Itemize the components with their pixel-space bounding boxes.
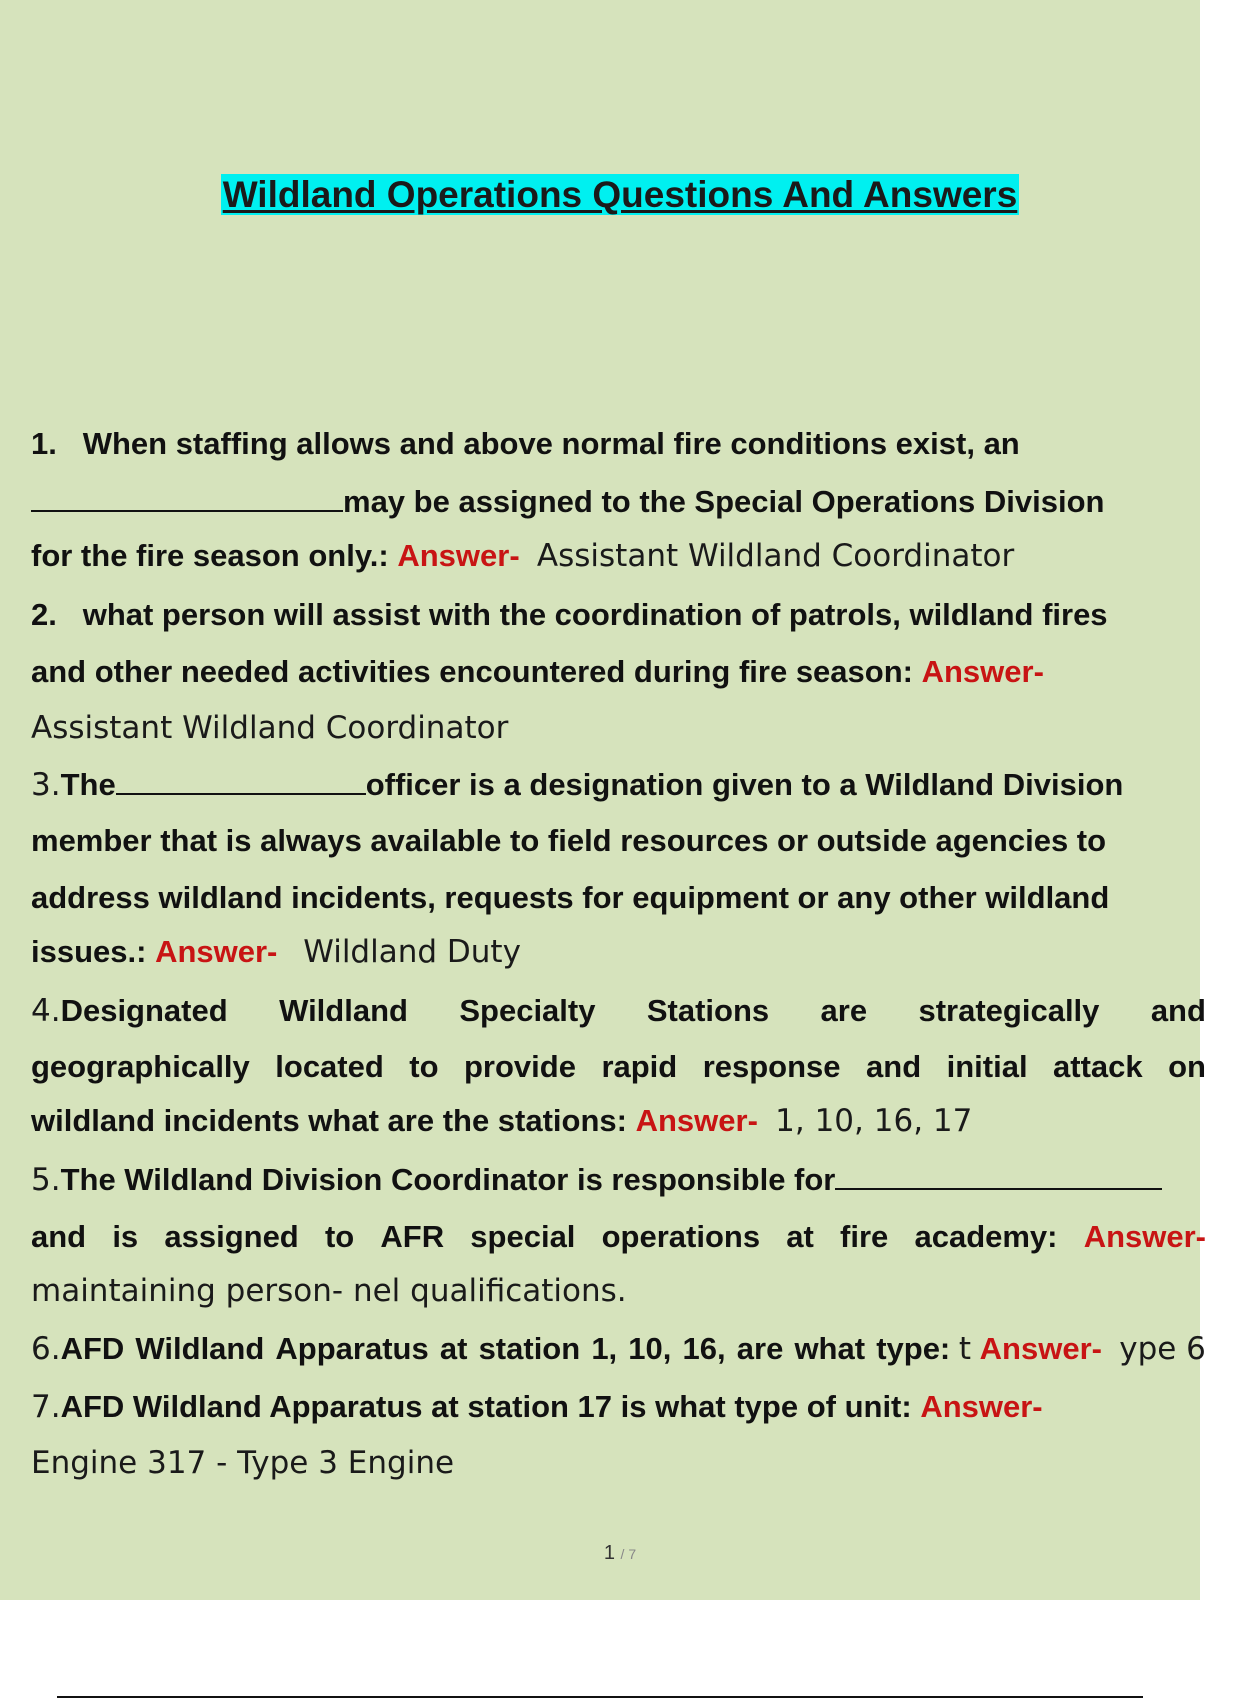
q6-word: 16, xyxy=(682,1331,726,1366)
q2-number: 2. xyxy=(31,597,57,632)
q4-line-3 xyxy=(31,1101,972,1141)
q5-word: at xyxy=(786,1219,814,1254)
q4-answer-label: Answer- xyxy=(635,1103,758,1138)
q3-line-4 xyxy=(31,932,521,972)
q5-word: to xyxy=(324,1219,355,1254)
q6-answer: ype 6 xyxy=(1119,1331,1206,1367)
q5-text-a: The Wildland Division Coordinator is responsible for xyxy=(60,1162,836,1197)
q3-text-b: officer is a designation given to a Wildland Division xyxy=(365,767,1124,802)
q1-blank xyxy=(31,496,343,512)
q1-text-b: may be assigned to the Special Operations Division xyxy=(343,484,1105,519)
q7-answer: Engine 317 - Type 3 Engine xyxy=(31,1445,455,1481)
q6-word: type: xyxy=(876,1331,951,1366)
q6-word: Apparatus xyxy=(275,1331,429,1366)
q4-word: Specialty xyxy=(459,993,596,1028)
q5-word: academy: xyxy=(914,1219,1058,1254)
q7-answer-label: Answer- xyxy=(920,1389,1043,1424)
q1-answer: Assistant Wildland Coordinator xyxy=(536,538,1015,574)
q4-word: to xyxy=(409,1049,439,1084)
q4-word: attack xyxy=(1053,1049,1143,1084)
q5-line-1 xyxy=(31,1160,1162,1200)
q4-text-c: wildland incidents what are the stations: xyxy=(31,1103,627,1138)
q7-text-a: AFD Wildland Apparatus at station 17 is what type of unit: xyxy=(60,1389,912,1424)
document-title xyxy=(0,173,1240,217)
q5-word: AFR xyxy=(380,1219,445,1254)
q4-word: initial xyxy=(946,1049,1028,1084)
q7-line-1 xyxy=(31,1387,1043,1427)
q3-text-d: address wildland incidents, requests for equipment or any other wildland xyxy=(31,880,1110,915)
q4-word: strategically xyxy=(918,993,1100,1028)
q2-answer-label: Answer- xyxy=(921,654,1044,689)
q3-answer: Wildland Duty xyxy=(303,934,521,970)
q5-number: 5. xyxy=(31,1162,61,1198)
q6-word: 10, xyxy=(628,1331,672,1366)
q4-word: Wildland xyxy=(279,993,408,1028)
q2-line-2 xyxy=(31,652,1044,692)
q4-word: and xyxy=(866,1049,922,1084)
q5-word: fire xyxy=(840,1219,889,1254)
q2-text-a: what person will assist with the coordination of patrols, wildland fires xyxy=(82,597,1108,632)
q1-line-2 xyxy=(31,482,1104,522)
q1-number: 1. xyxy=(31,426,57,461)
q5-blank xyxy=(835,1174,1162,1190)
q6-word: 1, xyxy=(591,1331,618,1366)
q7-number: 7. xyxy=(31,1389,61,1425)
q2-line-1 xyxy=(31,595,1108,635)
q4-word: are xyxy=(820,993,868,1028)
q5-line-3 xyxy=(31,1271,627,1311)
footer-divider xyxy=(57,1696,1143,1698)
q4-line-2 xyxy=(31,1047,1206,1087)
q5-answer-label: Answer- xyxy=(1083,1219,1206,1254)
q4-word: rapid xyxy=(601,1049,678,1084)
q6-pre: t xyxy=(958,1331,972,1367)
q4-word: provide xyxy=(464,1049,576,1084)
q3-text-c: member that is always available to field resources or outside agencies to xyxy=(31,823,1107,858)
page-total: / 7 xyxy=(620,1546,637,1562)
q1-answer-label: Answer- xyxy=(397,538,520,573)
q4-line-1 xyxy=(31,991,1206,1031)
q6-word: at xyxy=(439,1331,468,1366)
q3-blank xyxy=(116,779,366,795)
q5-word: is xyxy=(112,1219,139,1254)
q6-number: 6. xyxy=(31,1331,61,1367)
q3-answer-label: Answer- xyxy=(155,934,278,969)
q6-word: Wildland xyxy=(135,1331,265,1366)
q5-answer: maintaining person- nel qualifications. xyxy=(31,1273,627,1309)
q4-word: located xyxy=(275,1049,384,1084)
title-text: Wildland Operations Questions And Answers xyxy=(222,174,1018,215)
q3-number: 3. xyxy=(31,767,61,803)
q4-word: response xyxy=(702,1049,841,1084)
q1-text-c: for the fire season only.: xyxy=(31,538,389,573)
q4-number: 4. xyxy=(31,993,61,1029)
q5-word: assigned xyxy=(164,1219,299,1254)
q1-line-3 xyxy=(31,536,1014,576)
q3-text-a: The xyxy=(60,767,116,802)
q4-word: geographically xyxy=(31,1049,250,1084)
q4-word: and xyxy=(1150,993,1206,1028)
page-current: 1 xyxy=(603,1542,615,1564)
q2-text-b: and other needed activities encountered during fire season: xyxy=(31,654,913,689)
q3-line-3 xyxy=(31,878,1109,918)
q2-line-3 xyxy=(31,708,508,748)
q6-line-1 xyxy=(31,1329,1206,1369)
q7-line-2 xyxy=(31,1443,454,1483)
q6-word: AFD xyxy=(60,1331,125,1366)
q4-answer: 1, 10, 16, 17 xyxy=(775,1103,973,1139)
q5-word: operations xyxy=(601,1219,761,1254)
q3-line-2 xyxy=(31,821,1106,861)
q2-answer: Assistant Wildland Coordinator xyxy=(31,710,509,746)
q6-word: are xyxy=(736,1331,784,1366)
q4-word: Stations xyxy=(646,993,770,1028)
page-number xyxy=(0,1542,1240,1565)
q1-line-1 xyxy=(31,424,1020,464)
q5-word: and xyxy=(31,1219,87,1254)
q6-word: station xyxy=(478,1331,581,1366)
q6-word: what xyxy=(794,1331,866,1366)
q3-line-1 xyxy=(31,765,1123,805)
q5-word: special xyxy=(470,1219,576,1254)
q6-answer-label: Answer- xyxy=(979,1331,1102,1366)
q1-text-a: When staffing allows and above normal fire conditions exist, an xyxy=(82,426,1020,461)
q4-word: Designated xyxy=(60,993,228,1028)
q3-text-e: issues.: xyxy=(31,934,147,969)
q5-line-2 xyxy=(31,1217,1206,1257)
q4-word: on xyxy=(1168,1049,1206,1084)
